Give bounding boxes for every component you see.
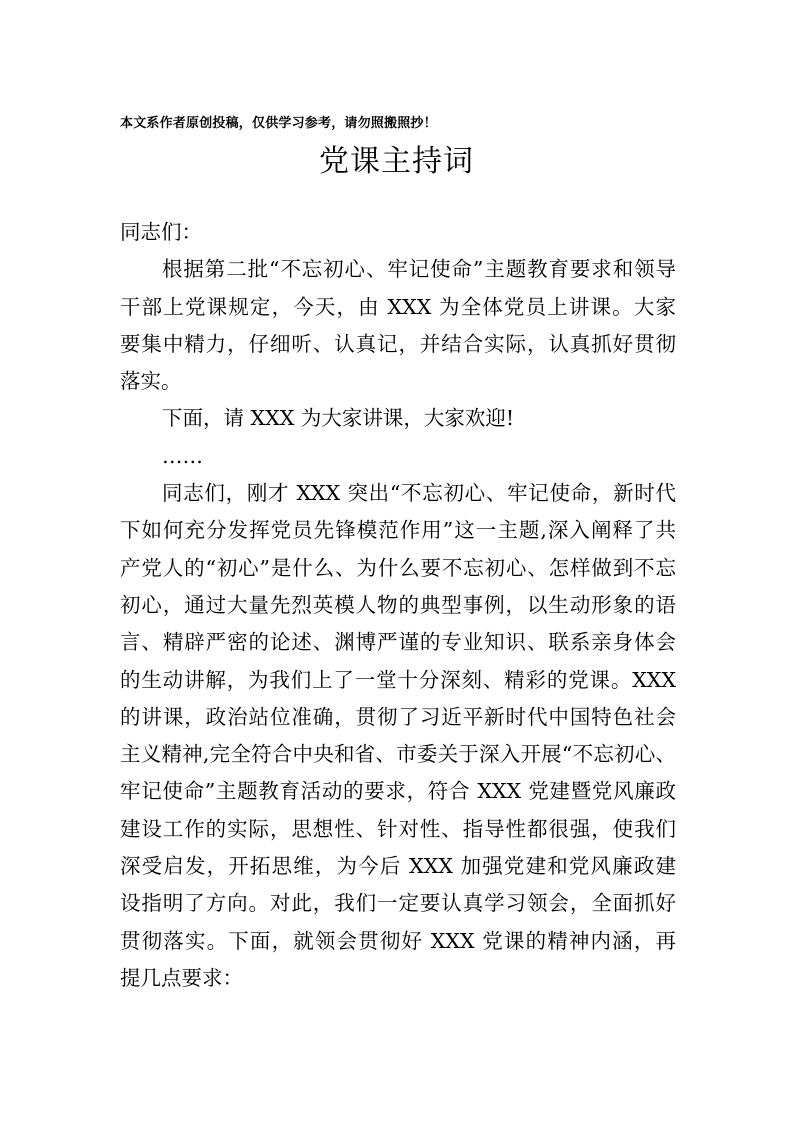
- text-line: 提几点要求：: [120, 965, 243, 990]
- text-line: 的生动讲解，为我们上了一堂十分深刻、精彩的党课。XXX: [120, 667, 676, 692]
- text-line: 牢记使命”主题教育活动的要求，符合 XXX 党建暨党风廉政: [120, 779, 676, 804]
- text-line: 下面，请 XXX 为大家讲课，大家欢迎!: [162, 406, 515, 431]
- text-line: 贯彻落实。下面，就领会贯彻好 XXX 党课的精神内涵，再: [120, 928, 676, 953]
- paragraph: [120, 251, 676, 400]
- text-line: 根据第二批“不忘初心、牢记使命”主题教育要求和领导: [162, 257, 676, 282]
- paragraph: [120, 438, 676, 475]
- text-line: 设指明了方向。对此，我们一定要认真学习领会，全面抓好: [120, 891, 676, 916]
- text-line: 初心，通过大量先烈英模人物的典型事例，以生动形象的语: [120, 592, 676, 617]
- text-line: 干部上党课规定，今天，由 XXX 为全体党员上讲课。大家: [120, 294, 676, 319]
- text-line: 建设工作的实际，思想性、针对性、指导性都很强，使我们: [120, 816, 676, 841]
- page-title: 党课主持词: [319, 144, 474, 179]
- text-line: 落实。: [120, 369, 182, 394]
- text-line: 深受启发，开拓思维，为今后 XXX 加强党建和党风廉政建: [120, 854, 676, 879]
- document-body: [120, 214, 676, 997]
- paragraph: [120, 400, 676, 437]
- text-line: 要集中精力，仔细听、认真记，并结合实际，认真抓好贯彻: [120, 331, 676, 356]
- text-line: 同志们，刚才 XXX 突出“不忘初心、牢记使命，新时代: [162, 481, 676, 506]
- text-line: 主义精神,完全符合中央和省、市委关于深入开展“不忘初心、: [120, 742, 676, 767]
- text-line: ……: [162, 443, 203, 468]
- paragraph: [120, 475, 676, 997]
- text-line: 下如何充分发挥党员先锋模范作用”这一主题,深入阐释了共: [120, 518, 676, 543]
- text-line: 言、精辟严密的论述、渊博严谨的专业知识、联系亲身体会: [120, 630, 676, 655]
- copyright-notice: 本文系作者原创投稿，仅供学习参考，请勿照搬照抄！: [120, 116, 437, 131]
- text-line: 的讲课，政治站位准确，贯彻了习近平新时代中国特色社会: [120, 704, 676, 729]
- paragraph: [120, 214, 676, 251]
- text-line: 同志们：: [120, 220, 202, 244]
- text-line: 产党人的“初心”是什么、为什么要不忘初心、怎样做到不忘: [120, 555, 676, 580]
